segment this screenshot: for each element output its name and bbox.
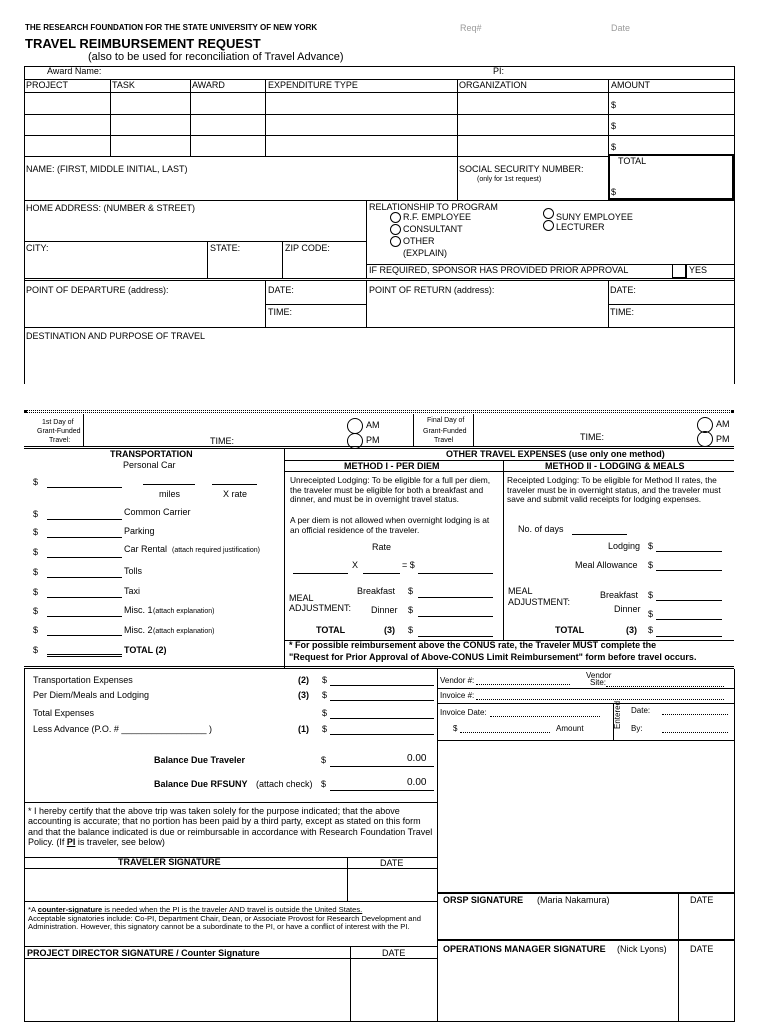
- method1-text: Unreceipted Lodging: To be eligible for a full per diem, the traveler must be eligible for both a breakfast and dinner, and must be in overnight travel status.: [290, 475, 491, 505]
- misc2-note: (attach explanation): [153, 628, 215, 635]
- consultant-label: CONSULTANT: [403, 224, 463, 234]
- sum-perdiem-label: Per Diem/Meals and Lodging: [33, 690, 150, 700]
- balance-rfsuny-label: Balance Due RFSUNY: [154, 779, 248, 789]
- pi-label: PI:: [493, 66, 505, 76]
- orsp-name: (Maria Nakamura): [537, 895, 610, 905]
- car-dollar: $: [33, 477, 39, 487]
- amount-dollar-3: $: [611, 142, 617, 152]
- amount-dollar: $: [453, 724, 458, 733]
- first-day-pm-label: PM: [366, 435, 380, 445]
- misc1-note: (attach explanation): [153, 608, 215, 615]
- misc1-dollar: $: [33, 606, 39, 616]
- ops-manager-name: (Nick Lyons): [617, 944, 667, 954]
- consultant-radio[interactable]: [390, 224, 401, 235]
- lodging-dollar: $: [648, 541, 654, 551]
- orsp-date-field[interactable]: [680, 908, 732, 939]
- sum-transport-ref: (2): [298, 675, 309, 685]
- transport-total-label: TOTAL (2): [124, 645, 167, 655]
- car-rental-dollar: $: [33, 547, 39, 557]
- method1-text2: A per diem is not allowed when overnight lodging is at an official residence of the traveler.: [290, 515, 490, 535]
- sum-total-label: Total Expenses: [33, 708, 95, 718]
- project-director-signature-label: PROJECT DIRECTOR SIGNATURE / Counter Signature: [27, 948, 260, 958]
- total-label: TOTAL: [618, 156, 647, 166]
- org-name: THE RESEARCH FOUNDATION FOR THE STATE UNIVERSITY OF NEW YORK: [25, 23, 318, 32]
- balance-traveler-dollar: $: [321, 755, 327, 765]
- project-director-signature-field[interactable]: [26, 960, 348, 1020]
- vendor-label: Vendor #:: [440, 676, 475, 685]
- m1-meal-label: MEAL: [289, 593, 314, 603]
- car-rental-label: Car Rental: [124, 544, 168, 554]
- sum-perdiem-dollar: $: [322, 690, 328, 700]
- entered-by-label: By:: [631, 724, 643, 733]
- m1-breakfast-label: Breakfast: [357, 586, 396, 596]
- sum-advance-label: Less Advance (P.O. # _________________ ): [33, 724, 212, 734]
- taxi-dollar: $: [33, 587, 39, 597]
- orsp-signature-label: ORSP SIGNATURE: [443, 895, 524, 905]
- col-award: AWARD: [192, 80, 225, 90]
- form-subtitle: (also to be used for reconciliation of Travel Advance): [88, 51, 344, 63]
- home-address-label: HOME ADDRESS: (NUMBER & STREET): [26, 203, 196, 213]
- final-day-time-label: TIME:: [580, 432, 604, 442]
- sum-transport-dollar: $: [322, 675, 328, 685]
- ops-manager-date-field[interactable]: [680, 958, 732, 1020]
- final-day-label-2: Grant-Funded: [423, 428, 467, 435]
- rf-employee-label: R.F. EMPLOYEE: [403, 212, 472, 222]
- sponsor-approval-checkbox[interactable]: [672, 264, 686, 278]
- explain-label: (EXPLAIN): [403, 248, 448, 258]
- col-organization: ORGANIZATION: [459, 80, 527, 90]
- invoice-date-label: Invoice Date:: [440, 708, 487, 717]
- first-day-time-label: TIME:: [210, 436, 234, 446]
- return-label: POINT OF RETURN (address):: [369, 285, 495, 295]
- balance-rfsuny-note: (attach check): [256, 779, 313, 789]
- first-day-label-3: Travel:: [49, 437, 71, 444]
- vendor-site-label-2: Site:: [590, 678, 607, 687]
- final-day-label-3: Travel: [434, 437, 454, 444]
- sum-advance-ref: (1): [298, 724, 309, 734]
- m2-dinner-label: Dinner: [614, 604, 641, 614]
- amount-dollar-2: $: [611, 121, 617, 131]
- sum-transport-label: Transportation Expenses: [33, 675, 133, 685]
- m1-total-label: TOTAL: [316, 625, 346, 635]
- lecturer-radio[interactable]: [543, 220, 554, 231]
- m2-total-label: TOTAL: [555, 625, 585, 635]
- return-date-label: DATE:: [610, 285, 636, 295]
- departure-label: POINT OF DEPARTURE (address):: [26, 285, 169, 295]
- header-date-label: Date: [611, 23, 631, 33]
- tolls-dollar: $: [33, 567, 39, 577]
- x-rate-label: X rate: [223, 489, 248, 499]
- suny-employee-radio[interactable]: [543, 208, 554, 219]
- project-director-date-field[interactable]: [352, 960, 435, 1020]
- m2-adjustment-label: ADJUSTMENT:: [508, 597, 571, 607]
- col-amount: AMOUNT: [611, 80, 650, 90]
- eq-label: = $: [402, 560, 415, 570]
- traveler-date-field[interactable]: [349, 870, 435, 900]
- misc1-label: Misc. 1: [124, 605, 153, 615]
- counter-signature-text: *A counter-signature is needed when the PI is the traveler AND travel is outside the United States. Acceptable signatories include: Co-PI, Department Chair, Dean, or Associate Provost for Research Development and Administration. However, this signatory cannot be a subordinate to the PI, or have a conflict of interest with the PI.: [28, 905, 421, 932]
- balance-traveler-label: Balance Due Traveler: [154, 755, 246, 765]
- lodging-label: Lodging: [608, 541, 641, 551]
- col-task: TASK: [112, 80, 135, 90]
- yes-label: YES: [689, 265, 708, 275]
- invoice-label: Invoice #:: [440, 691, 475, 700]
- other-radio[interactable]: [390, 236, 401, 247]
- sum-total-dollar: $: [322, 708, 328, 718]
- x-label: X: [352, 560, 359, 570]
- method2-text: Receipted Lodging: To be eligible for Method II rates, the traveler must be in overnight status, and the traveler must save and submit valid receipts for lodging expenses.: [507, 475, 721, 505]
- final-day-am-label: AM: [716, 419, 730, 429]
- amount-dollar-1: $: [611, 100, 617, 110]
- m1-dinner-label: Dinner: [371, 605, 398, 615]
- m1-total-dollar: $: [408, 625, 414, 635]
- sum-advance-dollar: $: [322, 724, 328, 734]
- entered-date-label: Date:: [631, 706, 651, 715]
- transport-total-dollar: $: [33, 645, 39, 655]
- conus-note-2: "Request for Prior Approval of Above-CONUS Limit Reimbursement" form before travel occurs.: [289, 652, 697, 662]
- ops-manager-date-label: DATE: [690, 944, 714, 954]
- suny-employee-label: SUNY EMPLOYEE: [556, 212, 633, 222]
- method1-title: METHOD I - PER DIEM: [344, 461, 440, 471]
- departure-date-label: DATE:: [268, 285, 294, 295]
- carrier-dollar: $: [33, 509, 39, 519]
- sum-perdiem-ref: (3): [298, 690, 309, 700]
- first-day-label-1: 1st Day of: [42, 419, 74, 426]
- common-carrier-label: Common Carrier: [124, 507, 191, 517]
- parking-dollar: $: [33, 527, 39, 537]
- traveler-signature-field[interactable]: [26, 870, 346, 900]
- miles-label: miles: [159, 489, 181, 499]
- destination-label: DESTINATION AND PURPOSE OF TRAVEL: [26, 331, 206, 341]
- zip-label: ZIP CODE:: [285, 243, 330, 253]
- m1-breakfast-dollar: $: [408, 586, 414, 596]
- orsp-date-label: DATE: [690, 895, 714, 905]
- m2-breakfast-label: Breakfast: [600, 590, 639, 600]
- misc2-dollar: $: [33, 625, 39, 635]
- first-day-label-2: Grant-Funded: [37, 428, 81, 435]
- meal-allowance-dollar: $: [648, 560, 654, 570]
- ops-manager-signature-field[interactable]: [439, 958, 676, 1020]
- certification-text: * I hereby certify that the above trip was taken solely for the purpose indicated; that the above accounting is accurate; that no portion has been paid by a third party, except as stated on this form and that the balance indicated is due or reimbursable in accordance with Research Foundation Travel Policy. (If PI is traveler, see below): [28, 806, 433, 848]
- traveler-date-label: DATE: [380, 858, 404, 868]
- balance-rfsuny-dollar: $: [321, 779, 327, 789]
- city-label: CITY:: [26, 243, 49, 253]
- meal-allowance-label: Meal Allowance: [575, 560, 638, 570]
- vendor-site-label-1: Vendor: [586, 671, 612, 680]
- m2-total-ref: (3): [626, 625, 637, 635]
- orsp-signature-field[interactable]: [439, 908, 676, 939]
- col-expenditure-type: EXPENDITURE TYPE: [268, 80, 358, 90]
- final-day-pm-radio[interactable]: [697, 431, 713, 447]
- return-time-label: TIME:: [610, 307, 634, 317]
- m1-adjustment-label: ADJUSTMENT:: [289, 603, 352, 613]
- conus-note-1: * For possible reimbursement above the CONUS rate, the Traveler MUST complete the: [289, 640, 657, 650]
- method2-title: METHOD II - LODGING & MEALS: [545, 461, 685, 471]
- first-day-am-radio[interactable]: [347, 418, 363, 434]
- m2-dinner-dollar: $: [648, 609, 654, 619]
- award-name-label: Award Name:: [47, 66, 102, 76]
- name-label: NAME: (FIRST, MIDDLE INITIAL, LAST): [26, 164, 188, 174]
- entered-label: Entered: [613, 700, 622, 729]
- rate-label: Rate: [372, 542, 392, 552]
- final-day-label-1: Final Day of: [427, 417, 465, 424]
- col-project: PROJECT: [26, 80, 69, 90]
- rf-employee-radio[interactable]: [390, 212, 401, 223]
- m1-total-ref: (3): [384, 625, 395, 635]
- traveler-signature-label: TRAVELER SIGNATURE: [118, 857, 221, 867]
- no-days-label: No. of days: [518, 524, 564, 534]
- amount-label: Amount: [556, 724, 584, 733]
- personal-car-label: Personal Car: [123, 460, 176, 470]
- balance-traveler-value: 0.00: [407, 753, 427, 764]
- m2-meal-label: MEAL: [508, 586, 533, 596]
- project-director-date-label: DATE: [382, 948, 406, 958]
- departure-time-label: TIME:: [268, 307, 292, 317]
- form-title: TRAVEL REIMBURSEMENT REQUEST: [25, 36, 261, 51]
- m2-total-dollar: $: [648, 625, 654, 635]
- tolls-label: Tolls: [124, 566, 143, 576]
- final-day-pm-label: PM: [716, 434, 730, 444]
- other-expenses-title: OTHER TRAVEL EXPENSES (use only one method): [446, 449, 665, 459]
- total-dollar: $: [611, 187, 617, 197]
- m2-breakfast-dollar: $: [648, 590, 654, 600]
- lecturer-label: LECTURER: [556, 222, 605, 232]
- ops-manager-signature-label: OPERATIONS MANAGER SIGNATURE: [443, 944, 606, 954]
- ssn-note: (only for 1st request): [477, 176, 542, 183]
- balance-rfsuny-value: 0.00: [407, 777, 427, 788]
- taxi-label: Taxi: [124, 586, 141, 596]
- first-day-am-label: AM: [366, 420, 380, 430]
- parking-label: Parking: [124, 526, 155, 536]
- state-label: STATE:: [210, 243, 241, 253]
- sponsor-approval-label: IF REQUIRED, SPONSOR HAS PROVIDED PRIOR APPROVAL: [369, 265, 629, 275]
- car-rental-note: (attach required justification): [172, 547, 260, 554]
- transportation-title: TRANSPORTATION: [110, 449, 193, 459]
- m1-dinner-dollar: $: [408, 605, 414, 615]
- misc2-label: Misc. 2: [124, 625, 153, 635]
- relationship-label: RELATIONSHIP TO PROGRAM: [369, 202, 498, 212]
- other-label: OTHER: [403, 236, 435, 246]
- ssn-label: SOCIAL SECURITY NUMBER:: [459, 164, 584, 174]
- req-label: Req#: [460, 23, 482, 33]
